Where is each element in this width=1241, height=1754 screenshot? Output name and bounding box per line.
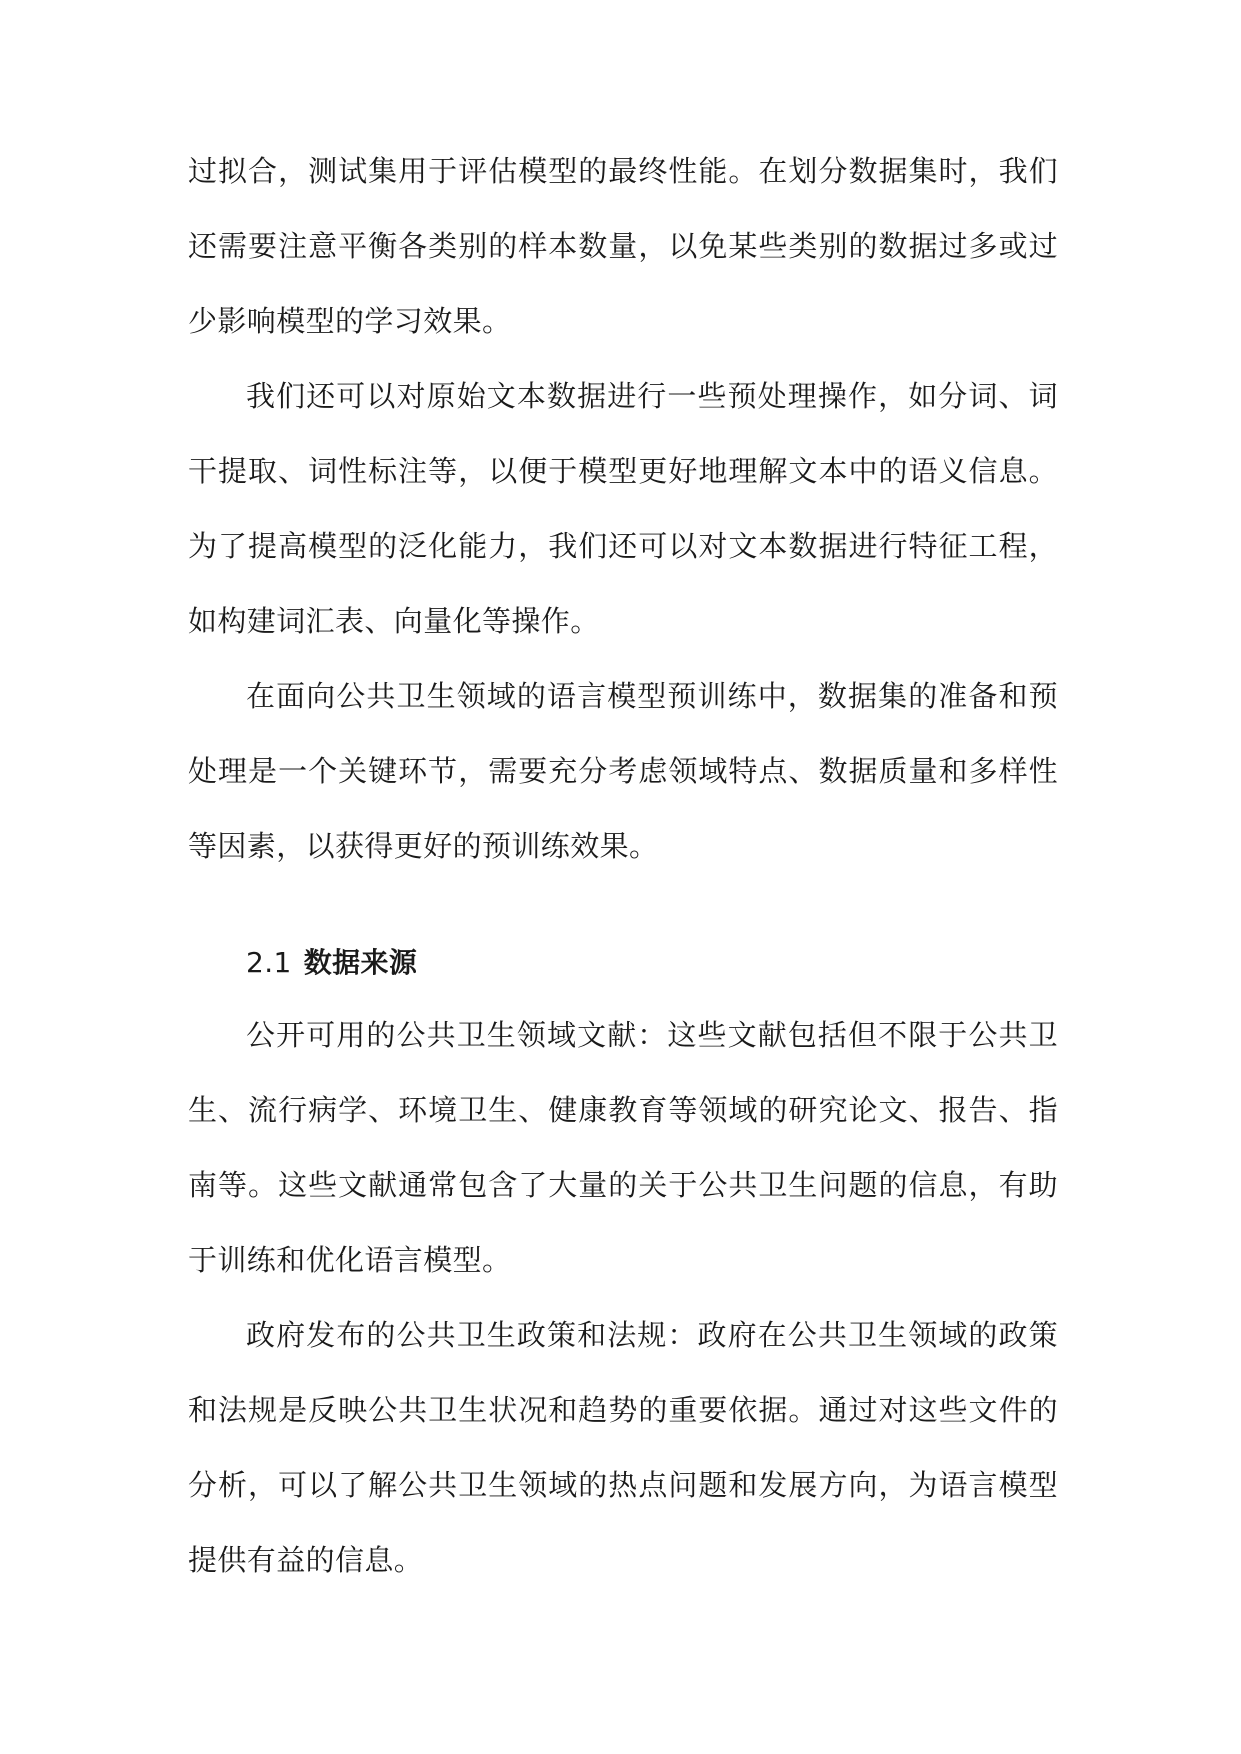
paragraph-literature-source: 公开可用的公共卫生领域文献：这些文献包括但不限于公共卫生、流行病学、环境卫生、健康教育等领域的研究论文、报告、指南等。这些文献通常包含了大量的关于公共卫生问题的信息，有助于训练和优化语言模型。 (188, 1018, 1058, 1277)
section-number: 2.1 (246, 946, 292, 979)
paragraph-continued: 过拟合，测试集用于评估模型的最终性能。在划分数据集时，我们还需要注意平衡各类别的样本数量，以免某些类别的数据过多或过少影响模型的学习效果。 (188, 154, 1058, 338)
section-title: 数据来源 (303, 946, 418, 979)
section-heading (188, 932, 1058, 994)
document-body (188, 134, 1058, 1598)
paragraph-preprocessing: 我们还可以对原始文本数据进行一些预处理操作，如分词、词干提取、词性标注等，以便于模型更好地理解文本中的语义信息。为了提高模型的泛化能力，我们还可以对文本数据进行特征工程，如构建词汇表、向量化等操作。 (188, 379, 1058, 638)
paragraph-summary: 在面向公共卫生领域的语言模型预训练中，数据集的准备和预处理是一个关键环节，需要充分考虑领域特点、数据质量和多样性等因素，以获得更好的预训练效果。 (188, 679, 1058, 863)
paragraph-policy-source: 政府发布的公共卫生政策和法规：政府在公共卫生领域的政策和法规是反映公共卫生状况和趋势的重要依据。通过对这些文件的分析，可以了解公共卫生领域的热点问题和发展方向，为语言模型提供有益的信息。 (188, 1318, 1058, 1577)
